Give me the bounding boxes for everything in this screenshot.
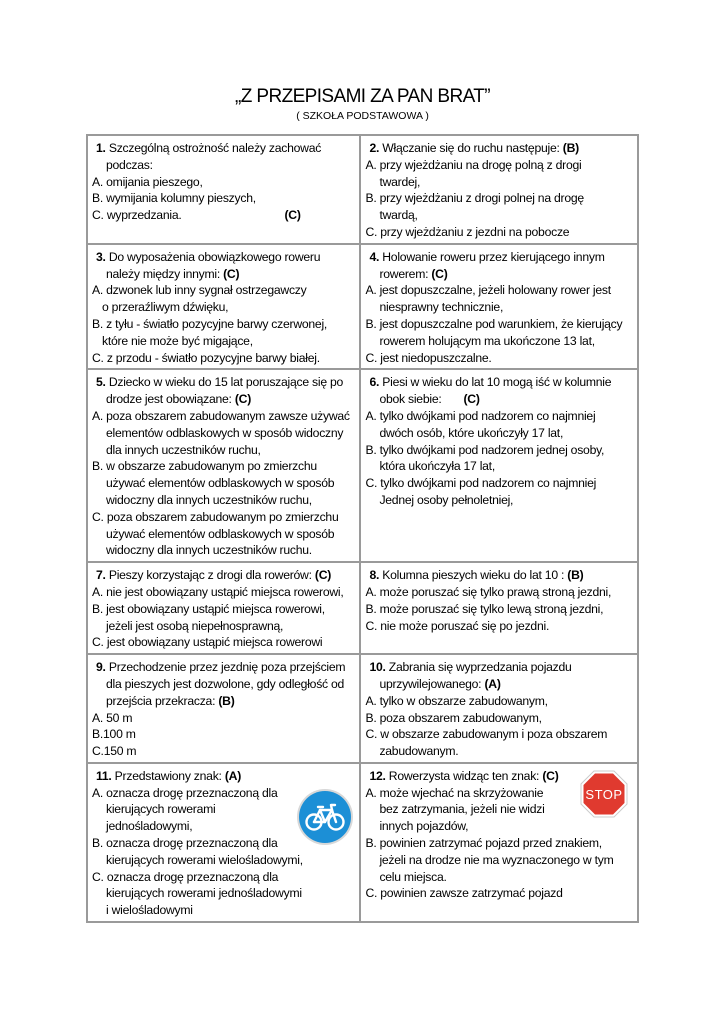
answer-a-cont: jednośladowymi, bbox=[106, 819, 193, 834]
question-text: Kolumna pieszych wieku do lat 10 : bbox=[382, 568, 565, 583]
answer-a: A. tylko w obszarze zabudowanym, bbox=[365, 693, 548, 708]
answer-b-cont: celu miejsca. bbox=[379, 869, 447, 884]
question-number: 4. bbox=[369, 249, 380, 264]
answer-b: B. z tyłu - światło pozycyjne barwy czerwonej, bbox=[92, 316, 328, 331]
question-text: Do wyposażenia obowiązkowego roweru bbox=[108, 249, 321, 264]
document-title: „Z PRZEPISAMI ZA PAN BRAT” bbox=[234, 86, 490, 107]
question-text: Holowanie roweru przez kierującego innym bbox=[382, 249, 605, 264]
question-text-cont: uprzywilejowanego: bbox=[379, 676, 482, 691]
document-subtitle: ( SZKOŁA PODSTAWOWA ) bbox=[296, 110, 429, 122]
question-text: Pieszy korzystając z drogi dla rowerów: bbox=[108, 568, 312, 583]
question-text-cont: drodze jest obowiązane: bbox=[106, 392, 232, 407]
answer-b: B. tylko dwójkami pod nadzorem jednej osoby, bbox=[365, 442, 605, 457]
answer-a: A. jest dopuszczalne, jeżeli holowany rower jest bbox=[365, 283, 611, 298]
question-12 bbox=[361, 764, 639, 923]
answer-c: C.150 m bbox=[92, 744, 137, 759]
answer-a: A. nie jest obowiązany ustąpić miejsca rowerowi, bbox=[92, 584, 344, 599]
answer-a: A. 50 m bbox=[92, 710, 133, 725]
answer-b: B. może poruszać się tylko lewą stroną jezdni, bbox=[365, 601, 604, 616]
answer-c: C. poza obszarem zabudowanym po zmierzchu bbox=[92, 509, 339, 524]
question-2 bbox=[361, 136, 639, 245]
answer-c: C. z przodu - światło pozycyjne barwy białej. bbox=[92, 350, 320, 365]
answer-a-cont: kierujących rowerami bbox=[106, 802, 216, 817]
question-6 bbox=[361, 370, 639, 563]
correct-answer: (B) bbox=[562, 141, 579, 155]
correct-answer: (A) bbox=[224, 768, 242, 783]
answer-b-cont: widoczny dla innych uczestników ruchu, bbox=[106, 492, 312, 507]
answer-b-cont: rowerem holującym ma ukończone 13 lat, bbox=[379, 333, 595, 348]
answer-b-cont: twardą, bbox=[379, 208, 418, 223]
answer-c: C. tylko dwójkami pod nadzorem co najmniej bbox=[365, 476, 597, 491]
correct-answer: (A) bbox=[484, 676, 501, 691]
answer-a: A. oznacza drogę przeznaczoną dla bbox=[92, 785, 278, 800]
answer-c-cont: i wielośladowymi bbox=[106, 903, 193, 918]
answer-c: C. przy wjeżdżaniu z jezdni na pobocze bbox=[365, 224, 570, 239]
correct-answer: (B) bbox=[567, 568, 584, 583]
answer-a: A. tylko dwójkami pod nadzorem co najmniej bbox=[365, 408, 596, 423]
question-text: Przedstawiony znak: bbox=[114, 768, 222, 783]
question-text: Szczególną ostrożność należy zachować bbox=[108, 141, 322, 155]
question-4 bbox=[361, 245, 639, 371]
question-text-cont: należy między innymi: bbox=[106, 266, 220, 281]
question-text: Włączanie się do ruchu następuje: bbox=[382, 141, 560, 155]
answer-a-cont: niesprawny technicznie, bbox=[379, 300, 504, 315]
question-number: 9. bbox=[96, 660, 106, 675]
question-number: 3. bbox=[96, 249, 106, 264]
answer-c: C. oznacza drogę przeznaczoną dla bbox=[92, 869, 279, 884]
answer-c: C. nie może poruszać się po jezdni. bbox=[365, 618, 550, 633]
answer-b: B. w obszarze zabudowanym po zmierzchu bbox=[92, 459, 317, 474]
question-text: Piesi w wieku do lat 10 mogą iść w kolumnie bbox=[382, 375, 612, 390]
answer-c: C. w obszarze zabudowanym i poza obszarem bbox=[365, 727, 608, 742]
question-5 bbox=[88, 370, 361, 563]
answer-b-cont: kierujących rowerami wielośladowymi, bbox=[106, 852, 303, 867]
question-number: 7. bbox=[96, 568, 106, 583]
correct-answer: (C) bbox=[542, 768, 559, 783]
answer-b-cont: używać elementów odblaskowych w sposób bbox=[106, 476, 335, 491]
answer-b: B. oznacza drogę przeznaczoną dla bbox=[92, 836, 278, 851]
question-3 bbox=[88, 245, 361, 371]
question-number: 10. bbox=[369, 660, 386, 675]
correct-answer: (C) bbox=[223, 266, 240, 281]
question-text: Przechodzenie przez jezdnię poza przejściem bbox=[108, 660, 346, 675]
question-text: Zabrania się wyprzedzania pojazdu bbox=[388, 660, 572, 675]
stop-sign-icon bbox=[580, 770, 628, 818]
question-text-cont: podczas: bbox=[106, 157, 153, 172]
answer-c-cont: widoczny dla innych uczestników ruchu. bbox=[106, 543, 312, 558]
question-number: 6. bbox=[369, 375, 380, 390]
question-number: 5. bbox=[96, 375, 106, 390]
answer-a-cont: bez zatrzymania, jeżeli nie widzi bbox=[379, 802, 545, 817]
answer-c: C. jest niedopuszczalne. bbox=[365, 350, 492, 365]
answer-a-cont: elementów odblaskowych w sposób widoczny bbox=[106, 425, 344, 440]
correct-answer: (C) bbox=[463, 392, 480, 407]
answer-a-cont: dla innych uczestników ruchu, bbox=[106, 442, 261, 457]
correct-answer: (C) bbox=[284, 208, 301, 223]
question-text-cont: rowerem: bbox=[379, 266, 429, 281]
question-text: Dziecko w wieku do 15 lat poruszające się po bbox=[108, 375, 344, 390]
answer-b: B. powinien zatrzymać pojazd przed znakiem, bbox=[365, 836, 602, 851]
question-11 bbox=[88, 764, 361, 923]
question-1 bbox=[88, 136, 361, 245]
answer-a: A. dzwonek lub inny sygnał ostrzegawczy bbox=[92, 283, 307, 298]
question-10 bbox=[361, 655, 639, 764]
answer-b-cont: które nie może być migające, bbox=[102, 333, 253, 348]
answer-a-cont: dwóch osób, które ukończyły 17 lat, bbox=[379, 425, 564, 440]
question-text-cont: dla pieszych jest dozwolone, gdy odległość od bbox=[106, 676, 345, 691]
answer-a: A. przy wjeżdżaniu na drogę polną z drogi bbox=[365, 157, 582, 172]
correct-answer: (B) bbox=[218, 693, 235, 708]
answer-b: B.100 m bbox=[92, 727, 136, 742]
bicycle-sign-icon bbox=[296, 788, 354, 846]
answer-b: B. jest obowiązany ustąpić miejsca rowerowi, bbox=[92, 601, 325, 616]
answer-b: B. jest dopuszczalne pod warunkiem, że kierujący bbox=[365, 316, 623, 331]
question-8 bbox=[361, 563, 639, 655]
correct-answer: (C) bbox=[234, 392, 252, 407]
answer-a-cont: o przeraźliwym dźwięku, bbox=[102, 300, 229, 315]
answer-c-cont: Jednej osoby pełnoletniej, bbox=[379, 492, 514, 507]
answer-c-cont: zabudowanym. bbox=[379, 744, 459, 759]
answer-c-cont: używać elementów odblaskowych w sposób bbox=[106, 526, 335, 541]
answer-b-cont: jeżeli na drodze nie ma wyznaczonego w tym bbox=[379, 852, 614, 867]
stop-sign-text: STOP bbox=[585, 786, 624, 802]
correct-answer: (C) bbox=[314, 568, 332, 583]
answer-c-cont: kierujących rowerami jednośladowymi bbox=[106, 886, 302, 901]
question-number: 1. bbox=[96, 141, 106, 155]
question-number: 2. bbox=[369, 141, 380, 155]
answer-c: C. powinien zawsze zatrzymać pojazd bbox=[365, 886, 563, 901]
answer-c: C. jest obowiązany ustąpić miejsca rowerowi bbox=[92, 635, 323, 650]
questions-table bbox=[86, 134, 639, 923]
answer-a-cont: innych pojazdów, bbox=[379, 819, 469, 834]
answer-b-cont: jeżeli jest osobą niepełnosprawną, bbox=[106, 618, 284, 633]
answer-b: B. wymijania kolumny pieszych, bbox=[92, 191, 256, 206]
answer-a: A. może poruszać się tylko prawą stroną jezdni, bbox=[365, 584, 612, 599]
answer-a: A. może wjechać na skrzyżowanie bbox=[365, 785, 544, 800]
question-9 bbox=[88, 655, 361, 764]
answer-c: C. wyprzedzania. bbox=[92, 208, 182, 223]
question-text-cont: obok siebie: bbox=[379, 392, 442, 407]
answer-a-cont: twardej, bbox=[379, 174, 421, 189]
question-number: 11. bbox=[96, 768, 112, 783]
question-7 bbox=[88, 563, 361, 655]
answer-b: B. przy wjeżdżaniu z drogi polnej na drogę bbox=[365, 191, 584, 206]
correct-answer: (C) bbox=[431, 266, 448, 281]
answer-b: B. poza obszarem zabudowanym, bbox=[365, 710, 542, 725]
answer-a: A. poza obszarem zabudowanym zawsze używać bbox=[92, 408, 350, 423]
question-text: Rowerzysta widząc ten znak: bbox=[388, 768, 540, 783]
question-number: 8. bbox=[369, 568, 380, 583]
question-text-cont: przejścia przekracza: bbox=[106, 693, 216, 708]
question-number: 12. bbox=[369, 768, 386, 783]
answer-b-cont: która ukończyła 17 lat, bbox=[379, 459, 495, 474]
answer-a: A. omijania pieszego, bbox=[92, 174, 203, 189]
